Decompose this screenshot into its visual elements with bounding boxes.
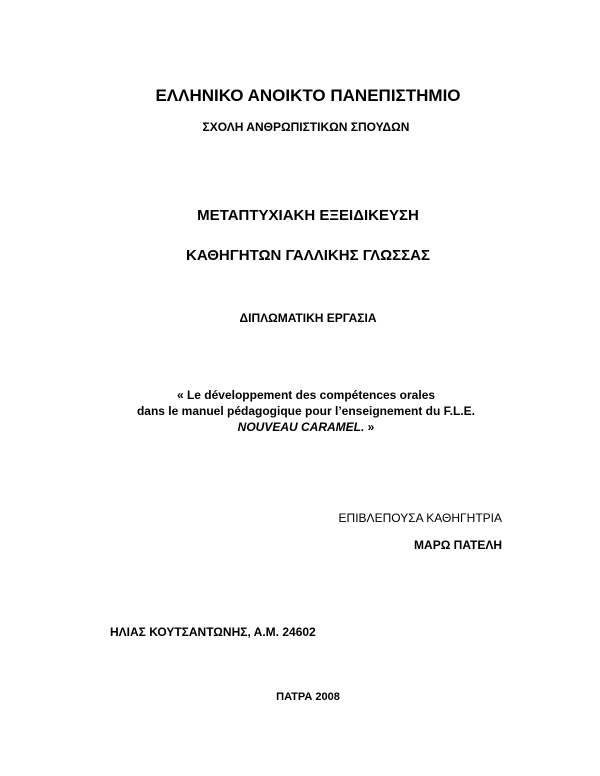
place-year: ΠΑΤΡΑ 2008 [276, 691, 340, 703]
thesis-title-line-1: « Le développement des compétences orales [176, 388, 436, 402]
supervisor-role: ΕΠΙΒΛΕΠΟΥΣΑ ΚΑΘΗΓΗΤΡΙΑ [338, 511, 502, 525]
school-name: ΣΧΟΛΗ ΑΝΘΡΩΠΙΣΤΙΚΩΝ ΣΠΟΥΔΩΝ [202, 120, 410, 134]
thesis-title-line-3 [6, 419, 600, 435]
university-name: ΕΛΛΗΝΙΚΟ ΑΝΟΙΚΤΟ ΠΑΝΕΠΙΣΤΗΜΙΟ [155, 86, 461, 105]
program-name: ΜΕΤΑΠΤΥΧΙΑΚΗ ΕΞΕΙΔΙΚΕΥΣΗ [197, 207, 419, 224]
thesis-title-italic: NOUVEAU CARAMEL. [237, 420, 365, 434]
thesis-title-closing-quote: » [364, 420, 375, 434]
thesis-title-line-2: dans le manuel pédagogique pour l’enseignement du F.L.E. [136, 404, 476, 418]
thesis-title [6, 387, 600, 435]
specialization-name: ΚΑΘΗΓΗΤΩΝ ΓΑΛΛΙΚΗΣ ΓΛΩΣΣΑΣ [185, 247, 430, 264]
author-name: ΗΛΙΑΣ ΚΟΥΤΣΑΝΤΩΝΗΣ, Α.Μ. 24602 [110, 625, 316, 639]
supervisor-name: ΜΑΡΩ ΠΑΤΕΛΗ [414, 538, 502, 552]
thesis-type: ΔΙΠΛΩΜΑΤΙΚΗ ΕΡΓΑΣΙΑ [239, 311, 377, 325]
